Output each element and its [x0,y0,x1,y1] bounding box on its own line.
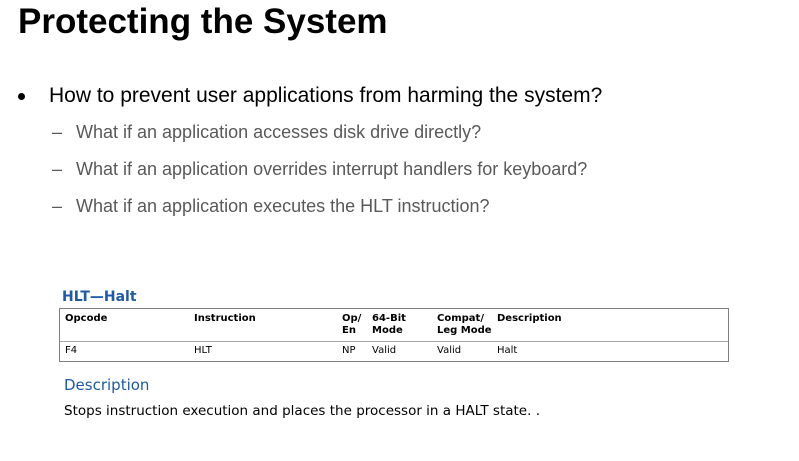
sub-bullet [52,156,587,182]
header-op-en-line2: En [342,325,356,336]
cell-instruction: HLT [194,345,212,356]
header-64bit-line1: 64-Bit [372,313,406,324]
header-instruction: Instruction [194,313,256,324]
dash-icon: – [52,121,63,142]
header-description: Description [497,313,562,324]
header-64bit-mode [372,313,406,337]
opcode-table [59,308,729,362]
sub-bullet [52,193,490,219]
header-compat-leg-mode [437,313,492,337]
manual-heading: HLT—Halt [62,289,137,305]
header-compat-line1: Compat/ [437,313,484,324]
cell-description: Halt [497,345,518,356]
header-compat-line2: Leg Mode [437,325,492,336]
cell-64bit-mode: Valid [372,345,397,356]
sub-bullet-text: What if an application accesses disk drive directly? [76,121,482,142]
dash-icon: – [52,158,63,179]
cell-op-en: NP [342,345,356,356]
description-heading: Description [64,376,150,394]
cell-opcode: F4 [65,345,78,356]
sub-bullet-text: What if an application overrides interrupt handlers for keyboard? [76,158,588,179]
header-op-en-line1: Op/ [342,313,362,324]
slide-title: Protecting the System [18,2,388,41]
sub-bullet [52,119,481,145]
dash-icon: – [52,195,63,216]
cell-compat-leg-mode: Valid [437,345,462,356]
sub-bullet-text: What if an application executes the HLT instruction? [76,195,490,216]
header-64bit-line2: Mode [372,325,403,336]
main-bullet [18,82,602,110]
main-bullet-text: How to prevent user applications from harming the system? [49,84,603,107]
header-op-en [342,313,361,337]
header-opcode: Opcode [65,313,108,324]
bullet-dot-icon [18,93,25,100]
table-divider [60,341,728,342]
description-text: Stops instruction execution and places the processor in a HALT state. . [64,403,540,419]
